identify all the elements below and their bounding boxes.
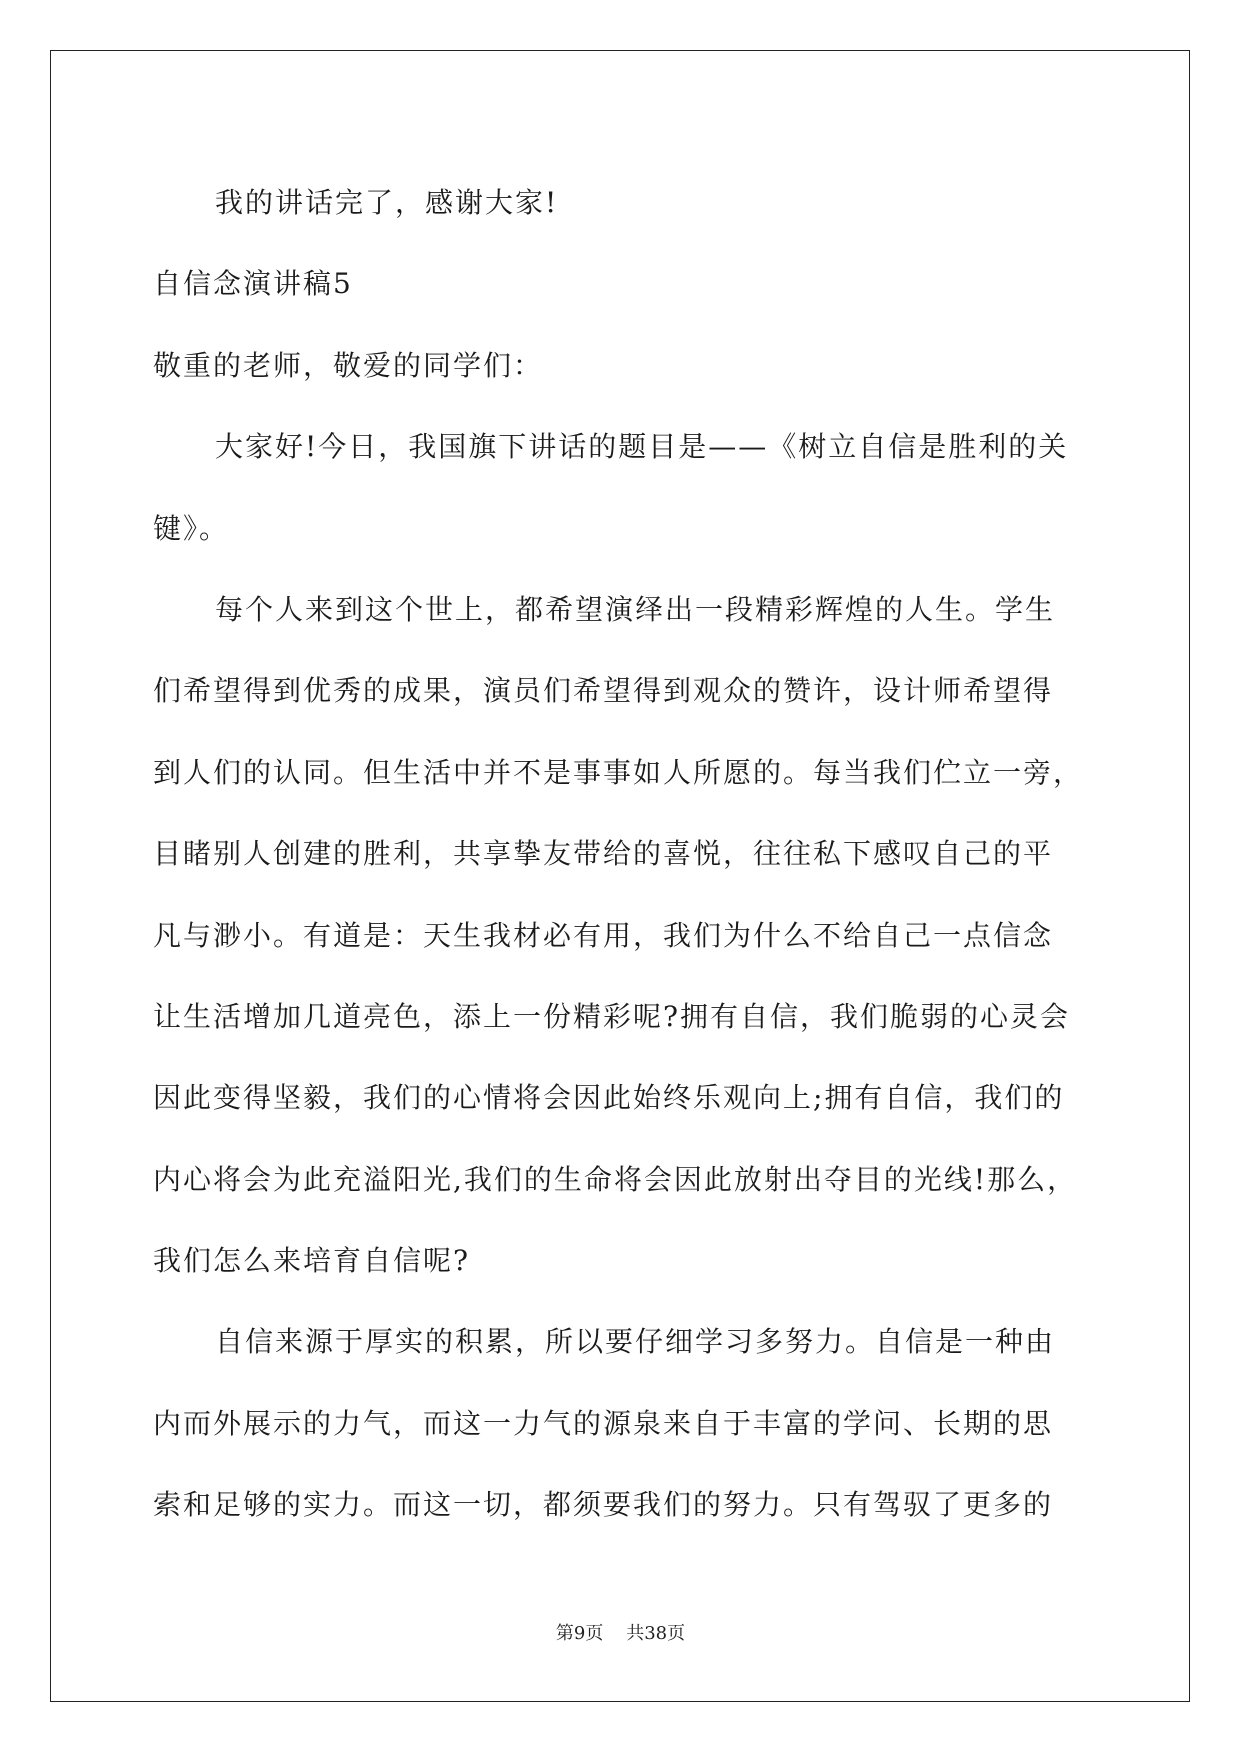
paragraph-line: 因此变得坚毅，我们的心情将会因此始终乐观向上;拥有自信，我们的 bbox=[153, 1081, 1065, 1115]
paragraph-line: 内心将会为此充溢阳光,我们的生命将会因此放射出夺目的光线!那么， bbox=[153, 1162, 1078, 1196]
paragraph-line: 目睹别人创建的胜利，共享挚友带给的喜悦，往往私下感叹自己的平 bbox=[153, 837, 1054, 871]
paragraph-line: 我们怎么来培育自信呢? bbox=[153, 1244, 471, 1278]
paragraph-line: 内而外展示的力气，而这一力气的源泉来自于丰富的学问、长期的思 bbox=[153, 1406, 1054, 1440]
paragraph-line: 索和足够的实力。而这一切，都须要我们的努力。只有驾驭了更多的 bbox=[153, 1488, 1054, 1522]
paragraph-line: 每个人来到这个世上，都希望演绎出一段精彩辉煌的人生。学生 bbox=[215, 592, 1056, 626]
paragraph-line: 自信来源于厚实的积累，所以要仔细学习多努力。自信是一种由 bbox=[215, 1325, 1056, 1359]
document-body bbox=[153, 162, 1093, 1546]
salutation: 敬重的老师，敬爱的同学们： bbox=[153, 348, 544, 382]
section-title: 自信念演讲稿5 bbox=[153, 267, 353, 301]
paragraph-line: 们希望得到优秀的成果，演员们希望得到观众的赞许，设计师希望得 bbox=[153, 674, 1054, 708]
paragraph-line: 让生活增加几道亮色，添上一份精彩呢?拥有自信，我们脆弱的心灵会 bbox=[153, 999, 1071, 1033]
page-footer bbox=[0, 1622, 1241, 1646]
paragraph-line: 凡与渺小。有道是：天生我材必有用，我们为什么不给自己一点信念 bbox=[153, 918, 1054, 952]
paragraph-line: 我的讲话完了，感谢大家! bbox=[215, 186, 559, 219]
page-total: 共38页 bbox=[626, 1623, 686, 1644]
paragraph-line: 到人们的认同。但生活中并不是事事如人所愿的。每当我们伫立一旁， bbox=[153, 755, 1084, 789]
paragraph-line: 键》。 bbox=[153, 511, 230, 545]
page-number: 第9页 bbox=[555, 1623, 604, 1644]
paragraph-line: 大家好!今日，我国旗下讲话的题目是——《树立自信是胜利的关 bbox=[215, 430, 1069, 464]
